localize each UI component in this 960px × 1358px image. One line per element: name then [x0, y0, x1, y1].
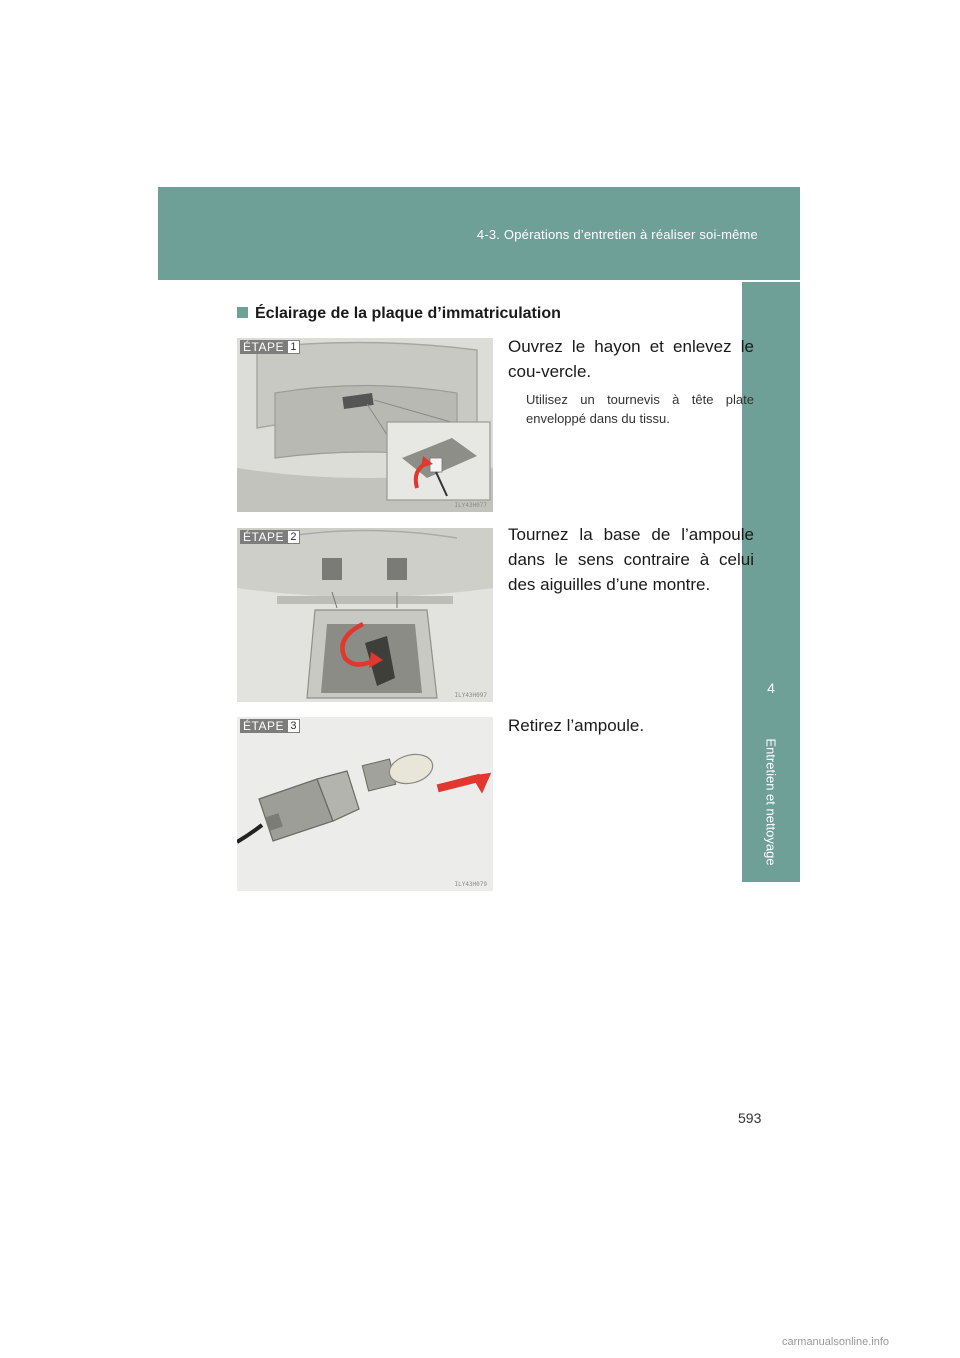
step-1-number: 1: [287, 340, 300, 354]
section-title-text: Éclairage de la plaque d’immatriculation: [255, 305, 561, 322]
step-1-text: Ouvrez le hayon et enlevez le cou-vercle.: [508, 337, 754, 381]
step-3-label: ÉTAPE: [240, 719, 287, 733]
step-1-figure: [237, 338, 493, 512]
step-1-note: Utilisez un tournevis à tête plate enveloppé dans du tissu.: [526, 392, 754, 426]
square-bullet-icon: [237, 307, 248, 318]
step-3-figure-code: ILY43H079: [454, 881, 487, 888]
chapter-number: 4: [767, 680, 775, 696]
chapter-header: [158, 187, 800, 280]
step-3-text: Retirez l’ampoule.: [508, 716, 645, 735]
bulb-base-illustration: [237, 528, 493, 702]
step-1-badge: [240, 340, 300, 354]
step-1-figure-code: ILY43H077: [454, 502, 487, 509]
bulb-removal-illustration: [237, 717, 493, 891]
chapter-label: Entretien et nettoyage: [763, 738, 779, 866]
step-3-figure: [237, 717, 493, 891]
step-1-label: ÉTAPE: [240, 340, 287, 354]
watermark: carmanualsonline.info: [782, 1336, 890, 1348]
step-2-badge: [240, 530, 300, 544]
step-2-label: ÉTAPE: [240, 530, 287, 544]
step-2-number: 2: [287, 530, 300, 544]
step-2-text: Tournez la base de l’ampoule dans le sens contraire à celui des aiguilles d’une montre.: [508, 525, 754, 594]
section-title: [237, 305, 561, 323]
step-3-number: 3: [287, 719, 300, 733]
tailgate-cover-illustration: [237, 338, 493, 512]
step-2-figure: [237, 528, 493, 702]
step-2-figure-code: ILY43H097: [454, 692, 487, 699]
page-number: 593: [738, 1110, 762, 1126]
step-3-badge: [240, 719, 300, 733]
chapter-title: 4-3. Opérations d’entretien à réaliser soi-même: [476, 227, 758, 242]
